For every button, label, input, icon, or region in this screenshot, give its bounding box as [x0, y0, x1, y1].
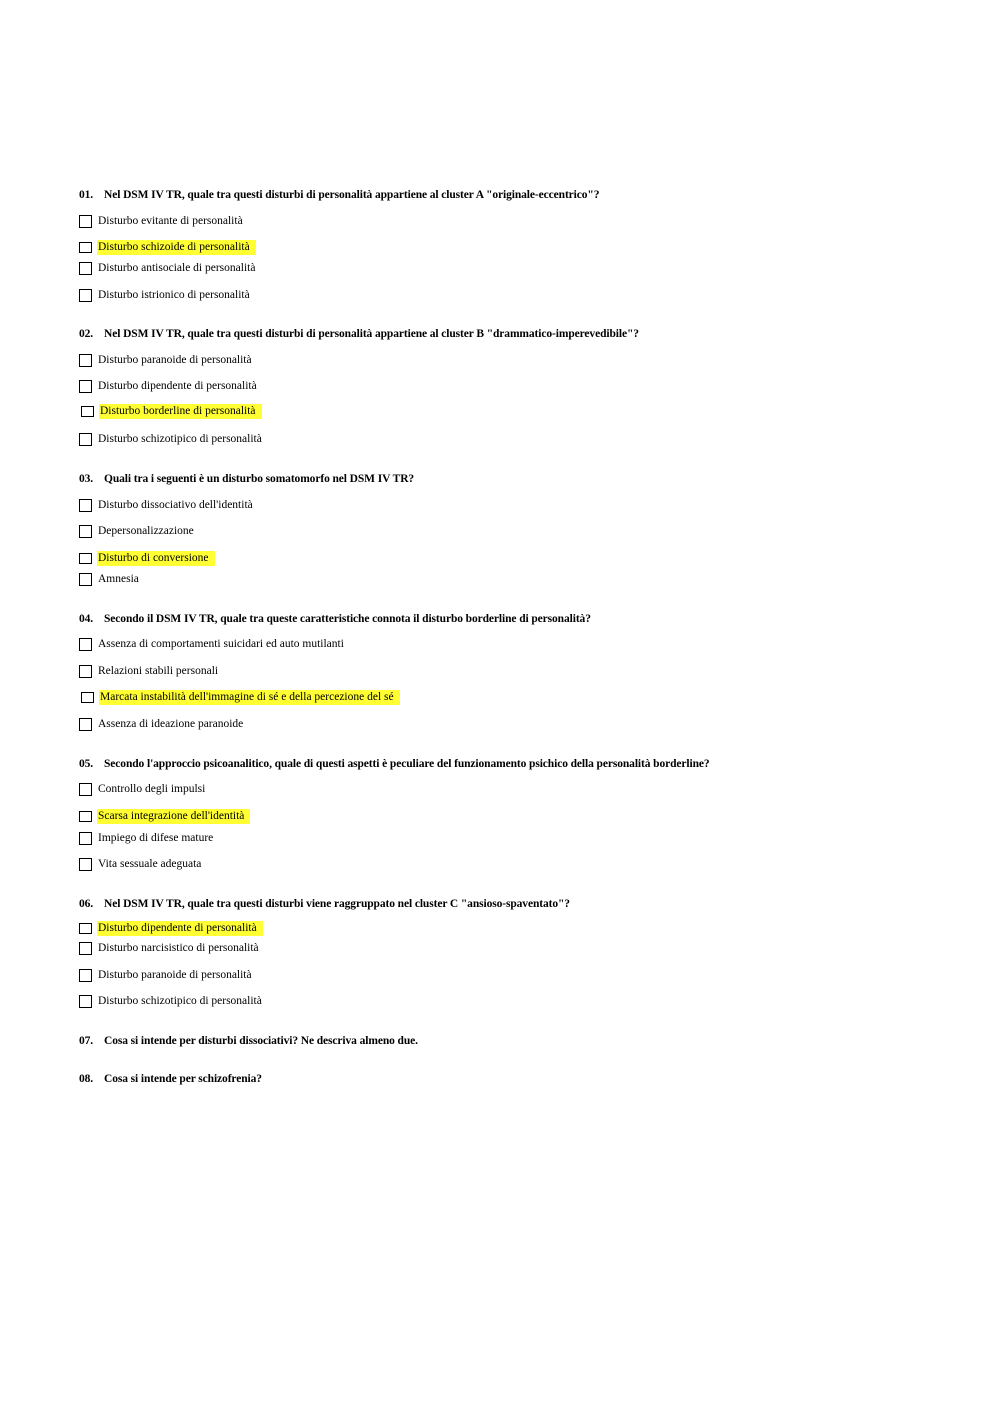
checkbox[interactable]: [81, 406, 94, 417]
question-text: Cosa si intende per disturbi dissociativi? Ne descriva almeno due.: [104, 1035, 418, 1047]
question-text: Cosa si intende per schizofrenia?: [104, 1073, 262, 1085]
checkbox[interactable]: [79, 811, 92, 822]
option-label-highlighted: Disturbo di conversione: [97, 551, 215, 566]
option-label: Disturbo antisociale di personalità: [98, 262, 256, 274]
question-06: [79, 898, 570, 910]
question-07: [79, 1035, 418, 1047]
checkbox[interactable]: [79, 433, 92, 446]
checkbox[interactable]: [79, 242, 92, 253]
question-02: [79, 328, 639, 340]
checkbox[interactable]: [79, 215, 92, 228]
checkbox[interactable]: [79, 942, 92, 955]
question-number: 04.: [79, 613, 94, 625]
question-number: 01.: [79, 189, 94, 201]
checkbox[interactable]: [79, 499, 92, 512]
option-label-highlighted: Disturbo schizoide di personalità: [97, 240, 256, 255]
checkbox[interactable]: [79, 783, 92, 796]
checkbox[interactable]: [79, 638, 92, 651]
question-text: Quali tra i seguenti è un disturbo somatomorfo nel DSM IV TR?: [104, 473, 415, 485]
option-label: Disturbo paranoide di personalità: [98, 969, 252, 981]
question-text: Nel DSM IV TR, quale tra questi disturbi di personalità appartiene al cluster B "drammatico-imperevedibile"?: [104, 328, 639, 340]
option-label: Vita sessuale adeguata: [98, 858, 202, 870]
question-text: Nel DSM IV TR, quale tra questi disturbi di personalità appartiene al cluster A "originale-eccentrico"?: [104, 189, 600, 201]
option-label: Disturbo schizotipico di personalità: [98, 995, 262, 1007]
question-number: 03.: [79, 473, 94, 485]
option-label: Disturbo dissociativo dell'identità: [98, 499, 253, 511]
checkbox[interactable]: [79, 832, 92, 845]
option-label-highlighted: Disturbo dipendente di personalità: [97, 921, 263, 936]
option-label-highlighted: Scarsa integrazione dell'identità: [97, 809, 250, 824]
option-label: Disturbo narcisistico di personalità: [98, 942, 259, 954]
checkbox[interactable]: [79, 525, 92, 538]
option-label: Controllo degli impulsi: [98, 783, 206, 795]
option-label: Relazioni stabili personali: [98, 665, 219, 677]
option-label: Depersonalizzazione: [98, 525, 194, 537]
option-label: Disturbo schizotipico di personalità: [98, 433, 262, 445]
checkbox[interactable]: [79, 718, 92, 731]
option-label: Disturbo istrionico di personalità: [98, 289, 250, 301]
question-number: 07.: [79, 1035, 94, 1047]
question-text: Nel DSM IV TR, quale tra questi disturbi viene raggruppato nel cluster C "ansioso-spaventato"?: [104, 898, 570, 910]
option-label: Assenza di ideazione paranoide: [98, 718, 244, 730]
option-label: Assenza di comportamenti suicidari ed auto mutilanti: [98, 638, 344, 650]
checkbox[interactable]: [79, 380, 92, 393]
option-label-highlighted: Marcata instabilità dell'immagine di sé e della percezione del sé: [99, 690, 400, 705]
checkbox[interactable]: [79, 553, 92, 564]
question-number: 05.: [79, 758, 94, 770]
question-number: 06.: [79, 898, 94, 910]
checkbox[interactable]: [79, 858, 92, 871]
question-05: [79, 758, 710, 770]
checkbox[interactable]: [79, 573, 92, 586]
option-label: Amnesia: [98, 573, 139, 585]
checkbox[interactable]: [79, 995, 92, 1008]
question-04: [79, 613, 591, 625]
checkbox[interactable]: [81, 692, 94, 703]
option-label: Disturbo paranoide di personalità: [98, 354, 252, 366]
checkbox[interactable]: [79, 289, 92, 302]
checkbox[interactable]: [79, 923, 92, 934]
question-text: Secondo il DSM IV TR, quale tra queste caratteristiche connota il disturbo borderline di personalità?: [104, 613, 591, 625]
checkbox[interactable]: [79, 354, 92, 367]
option-label-highlighted: Disturbo borderline di personalità: [99, 404, 262, 419]
checkbox[interactable]: [79, 262, 92, 275]
question-number: 02.: [79, 328, 94, 340]
checkbox[interactable]: [79, 969, 92, 982]
question-08: [79, 1073, 262, 1085]
option-label: Impiego di difese mature: [98, 832, 214, 844]
question-number: 08.: [79, 1073, 94, 1085]
option-label: Disturbo evitante di personalità: [98, 215, 243, 227]
question-text: Secondo l'approccio psicoanalitico, quale di questi aspetti è peculiare del funzionamento psichico della personalità borderline?: [104, 758, 710, 770]
option-label: Disturbo dipendente di personalità: [98, 380, 257, 392]
question-01: [79, 189, 599, 201]
checkbox[interactable]: [79, 665, 92, 678]
question-03: [79, 473, 414, 485]
